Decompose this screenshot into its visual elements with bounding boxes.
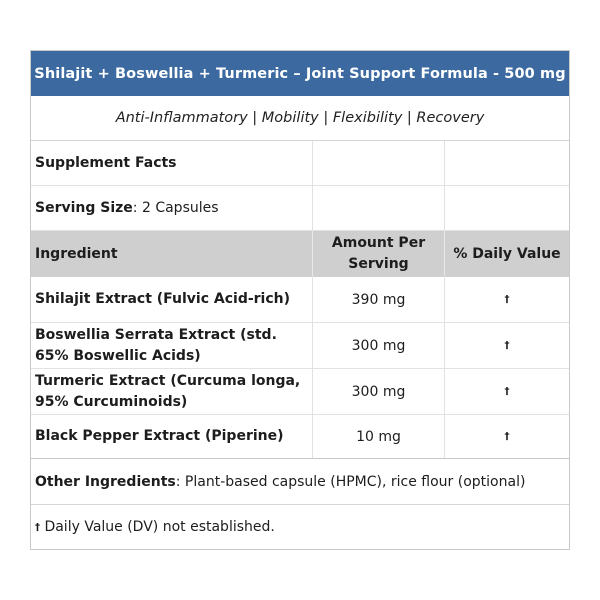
- other-ingredients-row: [31, 459, 569, 505]
- daily-value-dagger: †: [444, 415, 569, 458]
- daily-value-dagger: †: [444, 323, 569, 368]
- ingredient-amount: 10 mg: [312, 415, 444, 458]
- supplement-facts-panel: [30, 50, 570, 550]
- daily-value-dagger: †: [444, 277, 569, 322]
- empty-cell: [444, 186, 569, 230]
- ingredient-amount: 300 mg: [312, 323, 444, 368]
- ingredient-name: Boswellia Serrata Extract (std. 65% Boswellic Acids): [35, 326, 277, 364]
- serving-size-value: : 2 Capsules: [132, 200, 219, 216]
- footnote-row: [31, 505, 569, 549]
- serving-size: [31, 186, 312, 230]
- other-ingredients: [31, 459, 569, 504]
- footnote: [31, 505, 569, 549]
- product-title: Shilajit + Boswellia + Turmeric – Joint Support Formula - 500 mg: [31, 51, 569, 96]
- product-benefits: Anti-Inflammatory | Mobility | Flexibility | Recovery: [31, 96, 569, 141]
- header-daily-value: % Daily Value: [444, 231, 569, 277]
- ingredient-amount: 300 mg: [312, 369, 444, 414]
- header-amount: Amount Per Serving: [312, 231, 444, 277]
- table-row: [31, 323, 569, 369]
- ingredient-name: Turmeric Extract (Curcuma longa, 95% Curcuminoids): [35, 372, 301, 410]
- ingredient-name: Black Pepper Extract (Piperine): [35, 428, 284, 444]
- header-ingredient: Ingredient: [35, 246, 118, 262]
- serving-size-row: [31, 186, 569, 231]
- empty-cell: [444, 141, 569, 185]
- ingredient-name: Shilajit Extract (Fulvic Acid-rich): [35, 291, 291, 307]
- table-row: [31, 369, 569, 415]
- empty-cell: [312, 186, 444, 230]
- table-row: [31, 415, 569, 459]
- table-row: [31, 277, 569, 323]
- other-ingredients-label: Other Ingredients: [35, 473, 176, 490]
- serving-size-label: Serving Size: [35, 200, 133, 216]
- daily-value-dagger: †: [444, 369, 569, 414]
- ingredient-amount: 390 mg: [312, 277, 444, 322]
- supplement-facts-row: [31, 141, 569, 186]
- footnote-dagger: †: [35, 521, 40, 533]
- footnote-text: Daily Value (DV) not established.: [40, 519, 275, 535]
- other-ingredients-value: : Plant-based capsule (HPMC), rice flour (optional): [175, 473, 526, 490]
- empty-cell: [312, 141, 444, 185]
- table-header-row: [31, 231, 569, 277]
- supplement-facts-heading: Supplement Facts: [35, 155, 177, 171]
